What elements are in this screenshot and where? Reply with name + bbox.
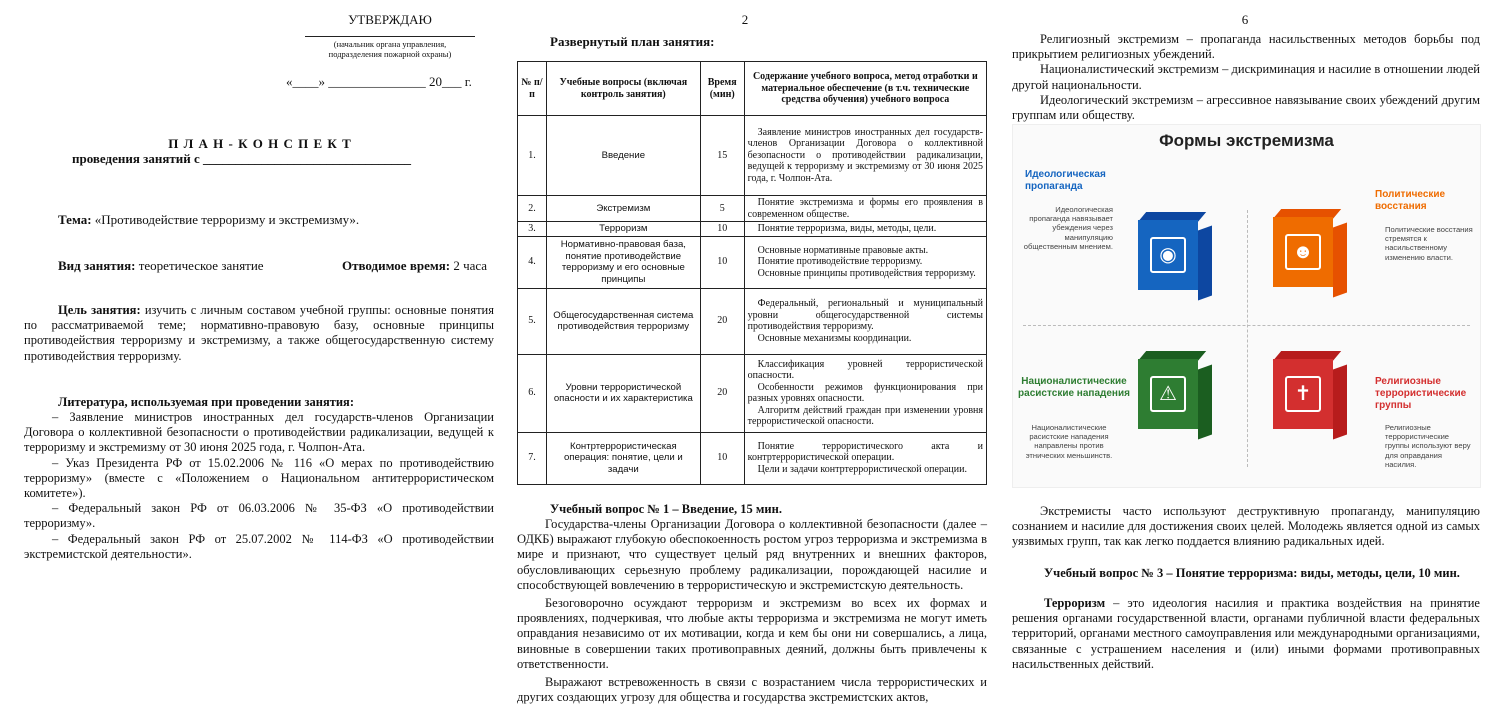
topic-label: Тема: <box>58 212 92 227</box>
category-title: Националистические расистские нападения <box>1018 376 1130 399</box>
category-desc: Политические восстания стремятся к насильственному изменению власти. <box>1385 225 1473 262</box>
content-line: Понятие террористического акта и контртеррористической операции. <box>747 440 983 464</box>
content-line: Основные механизмы координации. <box>757 332 912 344</box>
row-num: 4. <box>518 236 547 288</box>
content-line: Понятие терроризма, виды, методы, цели. <box>757 223 937 235</box>
paragraph: Идеологический экстремизм – агрессивное навязывание своих убеждений другим группам или обществу. <box>1012 92 1480 123</box>
extremism-types <box>1012 32 1480 123</box>
divider <box>1247 210 1248 467</box>
row-content <box>744 222 986 237</box>
category-desc: Националистические расистские нападения направлены против этнических меньшинств. <box>1025 423 1113 460</box>
col-header-question: Учебные вопросы (включая контроль занятия) <box>546 62 700 116</box>
time-label: Отводимое время: <box>342 258 451 273</box>
page-number: 6 <box>1241 12 1249 27</box>
paragraph: Выражают встревоженность в связи с возрастанием числа террористических и других создающих угрозу для общества и государства экстремистских актов, <box>517 675 987 705</box>
category-title: Политические восстания <box>1375 189 1446 212</box>
literature-item: – Федеральный закон РФ от 25.07.2002 № 114-ФЗ «О противодействии экстремистской деятельности». <box>24 531 494 561</box>
row-content <box>744 116 986 196</box>
content-line: Классификация уровней террористической опасности. <box>747 358 983 382</box>
content-line: Основные нормативные правовые акты. <box>757 244 929 256</box>
chief-caption-1: (начальник органа управления, <box>333 39 447 49</box>
row-time: 10 <box>700 236 744 288</box>
category-desc: Религиозные террористические группы используют веру для оправдания насилия. <box>1385 423 1471 469</box>
row-content <box>744 288 986 354</box>
paragraph: Националистический экстремизм – дискриминация и насилие в отношении людей другой национальности. <box>1012 62 1480 92</box>
table-row <box>518 222 987 237</box>
row-question: Терроризм <box>546 222 700 237</box>
row-content <box>744 354 986 432</box>
row-num: 6. <box>518 354 547 432</box>
category-title: Идеологическая пропаганда <box>1025 169 1106 192</box>
goal-text: изучить с личным составом учебной группы: основные понятия по рассматриваемой теме; нормативно-правовую базу, основные принципы противодействия терроризму и экстремизму, а также общегосударственную систему противодействия терроризму. <box>24 303 494 363</box>
cross-book-icon: ✝ <box>1273 359 1347 441</box>
row-question: Контртеррористическая операция: понятие, цели и задачи <box>546 432 700 484</box>
paragraph: Безоговорочно осуждают терроризм и экстремизм во всех их формах и проявлениях, подчеркивая, что любые акты терроризма и экстремизма не могут иметь оправдания независимо от их мотивации, когда и кем бы они ни совершались, а лица, виновные в совершении таких противоправных деяний, должны быть привлечены к ответственности. <box>517 596 987 671</box>
crowd-icon: ☻ <box>1273 217 1347 299</box>
row-num: 1. <box>518 116 547 196</box>
literature-item: – Федеральный закон РФ от 06.03.2006 № 35-ФЗ «О противодействии терроризму». <box>24 501 494 531</box>
signature-line <box>305 36 475 37</box>
paragraph: Экстремисты часто используют деструктивную пропаганду, манипуляцию сознанием и насилие для достижения своих целей. Молодежь является одной из самых уязвимых групп, так как легко поддается влиянию радикальных идей. <box>1012 504 1480 549</box>
row-content <box>744 236 986 288</box>
doc-subtitle: проведения занятий с ________________________________ <box>72 151 412 166</box>
time-value: 2 часа <box>450 258 488 273</box>
q3-title: Учебный вопрос № 3 – Понятие терроризма: виды, методы, цели, 10 мин. <box>1044 566 1460 580</box>
literature-list <box>24 410 494 562</box>
row-num: 2. <box>518 196 547 222</box>
table-row <box>518 236 987 288</box>
topic <box>58 212 498 227</box>
lesson-time <box>342 258 502 273</box>
plan-table <box>517 61 987 485</box>
literature-item: – Указ Президента РФ от 15.02.2006 № 116 «О мерах по противодействию терроризму» (вместе с «Положением о Национальном антитеррористическом комитете»). <box>24 455 494 501</box>
page-2 <box>505 0 1000 728</box>
row-time: 20 <box>700 288 744 354</box>
approve-label: УТВЕРЖДАЮ <box>348 12 432 27</box>
row-time: 10 <box>700 222 744 237</box>
row-content <box>744 196 986 222</box>
content-line: Понятие противодействие терроризму. <box>757 256 923 268</box>
terror-text: – это идеология насилия и практика воздействия на принятие решения органами государственной власти, органами публичной власти федеральных территорий, органами местного самоуправления или международными организациями, связанные с устрашением населения и (или) иными формами противоправных насильственных действий. <box>1012 596 1480 671</box>
attack-icon: ⚠ <box>1138 359 1212 441</box>
content-line: Федеральный, региональный и муниципальный уровни общегосударственной системы противодействия терроризму. <box>747 298 983 333</box>
row-num: 7. <box>518 432 547 484</box>
literature-item: – Заявление министров иностранных дел государств-членов Организации Договора о коллективной безопасности о противодействии радикализации, ведущей к терроризму и экстремизму от 30 июня 2025 года, г. Чолпон-Ата. <box>24 410 494 455</box>
terror-label: Терроризм <box>1044 596 1106 610</box>
col-header-time: Время (мин) <box>700 62 744 116</box>
content-line: Цели и задачи контртеррористической операции. <box>757 464 967 476</box>
row-question: Уровни террористической опасности и их характеристика <box>546 354 700 432</box>
paragraph: Государства-члены Организации Договора о коллективной безопасности (далее – ОДКБ) выражают глубокую обеспокоенность ростом угроз терроризма и экстремизма в мире и признают, что существует целый ряд внутренних и внешних факторов, обусловливающих серьезную проблему радикализации, порождающей насилие и способствующей вовлечению в террористическую и экстремистскую деятельность. <box>517 517 987 592</box>
table-row <box>518 288 987 354</box>
page-number: 2 <box>741 12 749 27</box>
extremism-infographic <box>1012 124 1481 488</box>
row-time: 15 <box>700 116 744 196</box>
infographic-title: Формы экстремизма <box>1159 131 1334 150</box>
row-question: Введение <box>546 116 700 196</box>
row-time: 10 <box>700 432 744 484</box>
topic-value: «Противодействие терроризму и экстремизму». <box>91 212 360 227</box>
literature-title: Литература, используемая при проведении занятия: <box>58 395 354 409</box>
date-line: «____» _______________ 20___ г. <box>286 74 472 89</box>
page-1 <box>0 0 505 728</box>
content-line: Понятие экстремизма и формы его проявления в современном обществе. <box>747 197 983 220</box>
table-row <box>518 432 987 484</box>
row-time: 20 <box>700 354 744 432</box>
col-header-content: Содержание учебного вопроса, метод отработки и материальное обеспечение (в т.ч. технические средства обучения) учебного вопроса <box>744 62 986 116</box>
table-row <box>518 354 987 432</box>
row-time: 5 <box>700 196 744 222</box>
q1-body <box>517 517 987 705</box>
table-row <box>518 116 987 196</box>
row-question: Экстремизм <box>546 196 700 222</box>
row-content <box>744 432 986 484</box>
goal-label: Цель занятия: <box>58 303 141 317</box>
type-label: Вид занятия: <box>58 258 136 273</box>
goal <box>24 303 494 364</box>
category-title: Религиозные террористические группы <box>1375 376 1467 411</box>
terror-definition <box>1012 596 1480 672</box>
row-num: 3. <box>518 222 547 237</box>
table-row <box>518 196 987 222</box>
col-header-num: № п/п <box>518 62 547 116</box>
doc-title: П Л А Н - К О Н С П Е К Т <box>168 136 352 151</box>
type-value: теоретическое занятие <box>135 258 264 273</box>
content-line: Заявление министров иностранных дел государств-членов Организации Договора о коллективной безопасности о противодействии радикализации, ведущей к терроризму и экстремизму от 30 июня 2025 года, г. Чолпон-Ата. <box>747 126 983 184</box>
row-question: Нормативно-правовая база, понятие противодействие терроризму и его основные принципы <box>546 236 700 288</box>
q1-title: Учебный вопрос № 1 – Введение, 15 мин. <box>550 502 782 516</box>
page-6 <box>1000 0 1500 728</box>
row-num: 5. <box>518 288 547 354</box>
plan-title: Развернутый план занятия: <box>550 34 715 49</box>
content-line: Особенности режимов функционирования при разных уровнях опасности. <box>747 381 983 405</box>
chief-caption-2: подразделения пожарной охраны) <box>328 49 452 59</box>
paragraph: Религиозный экстремизм – пропаганда насильственных методов борьбы под прикрытием религиозных убеждений. <box>1012 32 1480 62</box>
content-line: Основные принципы противодействия терроризму. <box>757 268 976 280</box>
category-desc: Идеологическая пропаганда навязывает убеждения через манипуляцию общественным мнением. <box>1023 205 1113 251</box>
content-line: Алгоритм действий граждан при изменении уровня террористической опасности. <box>747 404 983 428</box>
lesson-type <box>58 258 318 273</box>
row-question: Общегосударственная система противодействия терроризму <box>546 288 700 354</box>
book-eye-icon: ◉ <box>1138 220 1212 302</box>
